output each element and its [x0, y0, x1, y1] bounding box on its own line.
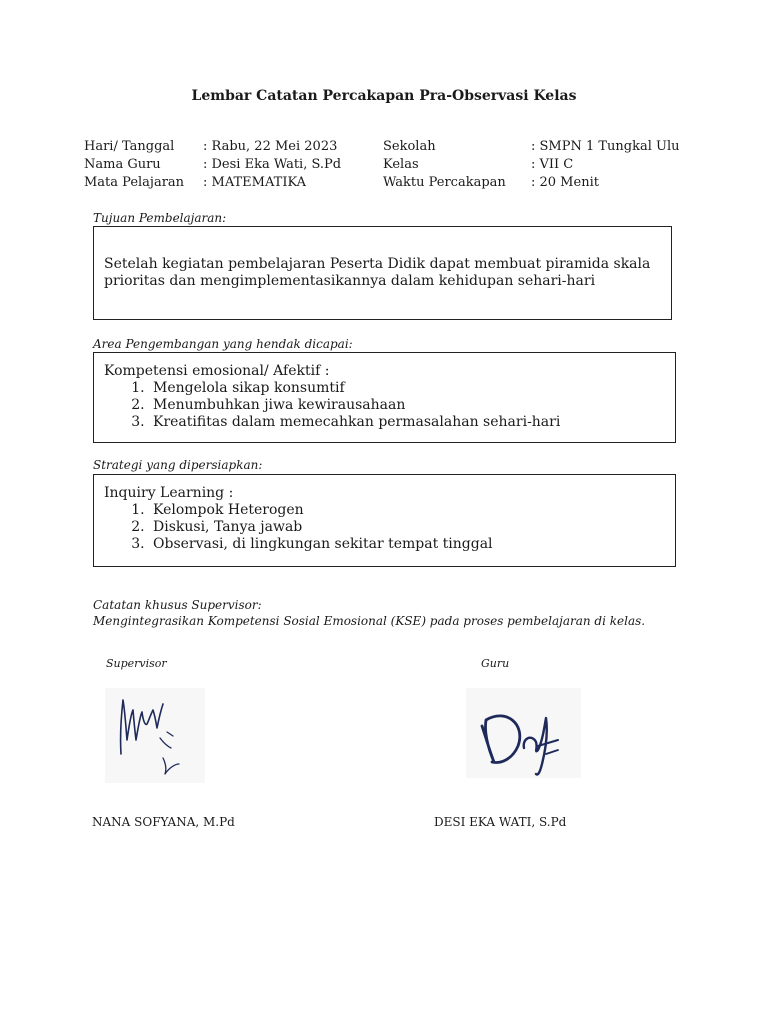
guru-signature-image	[466, 688, 581, 778]
supervisor-signature-image	[105, 688, 205, 783]
info-right-values	[531, 138, 680, 192]
list-item: 2. Menumbuhkan jiwa kewirausahaan	[149, 397, 675, 414]
info-value-subject: : MATEMATIKA	[203, 175, 307, 190]
list-item: 1. Kelompok Heterogen	[149, 502, 675, 519]
list-item: 2. Diskusi, Tanya jawab	[149, 519, 675, 536]
info-label-subject: Mata Pelajaran	[84, 175, 185, 190]
info-label-date: Hari/ Tanggal	[84, 139, 175, 154]
info-value-class: : VII C	[531, 157, 574, 172]
guru-signature	[466, 688, 581, 778]
strategi-label: Strategi yang dipersiapkan:	[93, 458, 263, 472]
tujuan-text-line2: prioritas dan mengimplementasikannya dalam kehidupan sehari-hari	[104, 273, 596, 289]
guru-name: DESI EKA WATI, S.Pd	[434, 815, 567, 829]
tujuan-box	[93, 226, 672, 320]
info-value-teacher: : Desi Eka Wati, S.Pd	[203, 157, 342, 172]
area-label: Area Pengembangan yang hendak dicapai:	[93, 337, 353, 351]
info-value-date: : Rabu, 22 Mei 2023	[203, 139, 338, 154]
supervisor-name: NANA SOFYANA, M.Pd	[92, 815, 235, 829]
tujuan-label: Tujuan Pembelajaran:	[93, 211, 227, 225]
list-item: 3. Kreatifitas dalam memecahkan permasalahan sehari-hari	[149, 414, 675, 431]
info-label-school: Sekolah	[383, 139, 436, 154]
info-left-labels	[84, 138, 184, 192]
info-label-teacher: Nama Guru	[84, 157, 161, 172]
document-title: Lembar Catatan Percakapan Pra-Observasi Kelas	[191, 88, 577, 104]
catatan-text: Mengintegrasikan Kompetensi Sosial Emosional (KSE) pada proses pembelajaran di kelas.	[93, 614, 646, 628]
strategi-list	[104, 502, 675, 553]
info-value-duration: : 20 Menit	[531, 175, 599, 190]
info-left-values	[203, 138, 341, 192]
supervisor-signature	[105, 688, 205, 783]
area-heading: Kompetensi emosional/ Afektif :	[104, 363, 330, 379]
strategi-box	[93, 474, 676, 567]
info-value-school: : SMPN 1 Tungkal Ulu	[531, 139, 680, 154]
info-label-class: Kelas	[383, 157, 419, 172]
info-right-labels	[383, 138, 506, 192]
catatan-label: Catatan khusus Supervisor:	[93, 598, 262, 612]
area-list	[104, 380, 675, 431]
list-item: 1. Mengelola sikap konsumtif	[149, 380, 675, 397]
guru-label: Guru	[481, 657, 510, 670]
tujuan-text-line1: Setelah kegiatan pembelajaran Peserta Didik dapat membuat piramida skala	[104, 256, 651, 272]
list-item: 3. Observasi, di lingkungan sekitar tempat tinggal	[149, 536, 675, 553]
strategi-heading: Inquiry Learning :	[104, 485, 234, 501]
area-box	[93, 352, 676, 443]
info-label-duration: Waktu Percakapan	[383, 175, 506, 190]
supervisor-label: Supervisor	[106, 657, 167, 670]
